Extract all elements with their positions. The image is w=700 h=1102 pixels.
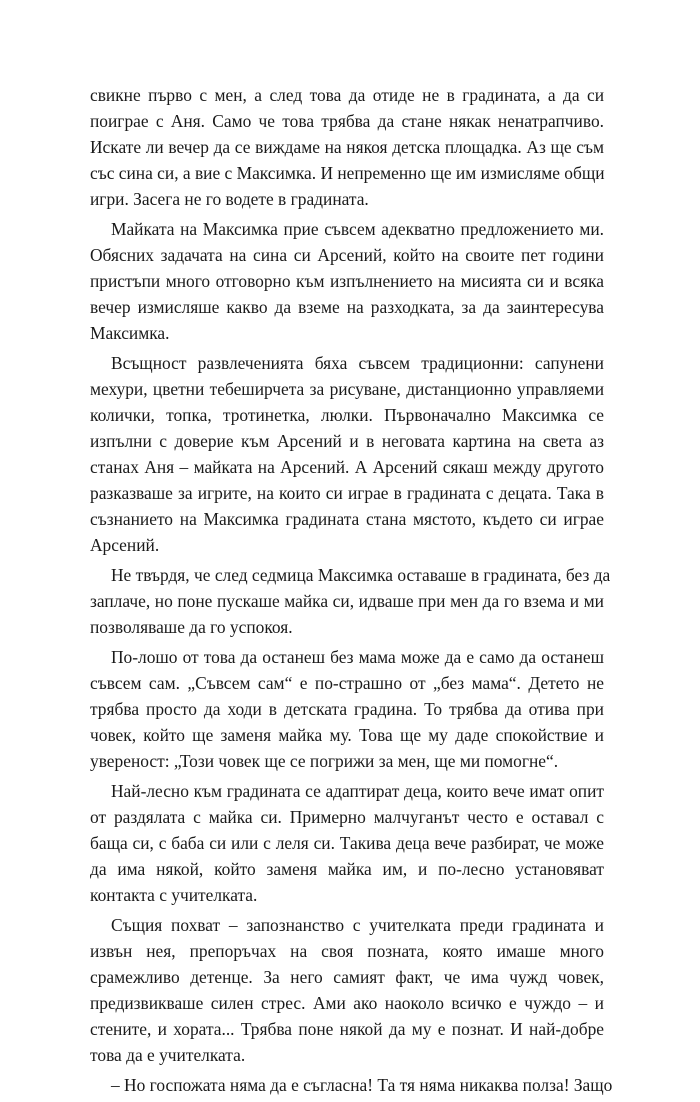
- text-line: свикне първо с мен, а след това да отиде не в градината, а да си: [90, 85, 604, 105]
- paragraph: [90, 644, 604, 774]
- text-line: Всъщност развлеченията бяха съвсем традиционни: сапунени: [111, 353, 604, 373]
- body-text: [90, 82, 613, 1102]
- paragraph: [90, 912, 604, 1068]
- text-line: контакта с учителката.: [90, 885, 258, 905]
- text-line: станах Аня – майката на Арсений. А Арсений сякаш между другото: [90, 457, 604, 477]
- text-line: предизвикваше силен стрес. Ами ако наоколо всичко е чуждо – и: [90, 993, 604, 1013]
- text-line: мехури, цветни тебеширчета за рисуване, дистанционно управляеми: [90, 379, 604, 399]
- text-line: съвсем сам. „Съвсем сам“ е по-страшно от „без мама“. Детето не: [90, 673, 604, 693]
- paragraph: [90, 778, 604, 908]
- text-line: разказваше за игрите, на които си играе в градината с децата. Така в: [90, 483, 604, 503]
- text-line: пристъпи много отговорно към изпълнението на мисията си и всяка: [90, 271, 604, 291]
- text-line: човек, който ще заменя майка му. Това ще му даде спокойствие и: [90, 725, 604, 745]
- text-line: Същия похват – запознанство с учителката преди градината и: [111, 915, 604, 935]
- paragraph: [90, 1072, 613, 1098]
- text-line: Майката на Максимка прие съвсем адекватно предложението ми.: [111, 219, 604, 239]
- text-line: изпълни с доверие към Арсений и в неговата картина на света аз: [90, 431, 604, 451]
- text-line: срамежливо детенце. За него самият факт, че има чужд човек,: [90, 967, 604, 987]
- text-line: позволяваше да го успокоя.: [90, 617, 293, 637]
- text-line: По-лошо от това да останеш без мама може да е само да останеш: [111, 647, 604, 667]
- text-line: колички, топка, тротинетка, люлки. Първоначално Максимка се: [90, 405, 604, 425]
- text-line: със сина си, а вие с Максимка. И непременно ще им измисляме общи: [90, 163, 605, 183]
- text-line: Най-лесно към градината се адаптират деца, които вече имат опит: [111, 781, 604, 801]
- text-line: поиграе с Аня. Само че това трябва да стане някак ненатрапчиво.: [90, 111, 604, 131]
- text-line: трябва просто да ходи в детската градина. То трябва да отива при: [90, 699, 604, 719]
- text-line: съзнанието на Максимка градината стана мястото, където си играе: [90, 509, 604, 529]
- paragraph: [90, 562, 611, 640]
- text-line: това да е учителката.: [90, 1045, 246, 1065]
- paragraph: [90, 82, 604, 212]
- text-line: Арсений.: [90, 535, 160, 555]
- text-line: Обясних задачата на сина си Арсений, който на своите пет години: [90, 245, 604, 265]
- text-line: – Но госпожата няма да е съгласна! Та тя няма никаква полза! Защо: [111, 1075, 613, 1095]
- text-line: игри. Засега не го водете в градината.: [90, 189, 369, 209]
- text-line: извън нея, препоръчах на своя позната, която имаше много: [90, 941, 604, 961]
- text-line: заплаче, но поне пускаше майка си, идваше при мен да го взема и ми: [90, 591, 604, 611]
- paragraph: [90, 216, 604, 346]
- text-line: Искате ли вечер да се виждаме на някоя детска площадка. Аз ще съм: [90, 137, 604, 157]
- text-line: увереност: „Този човек ще се погрижи за мен, ще ми помогне“.: [90, 751, 559, 771]
- paragraph: [90, 350, 604, 558]
- text-line: Максимка.: [90, 323, 170, 343]
- text-line: вечер измисляше какво да вземе на разходката, за да заинтересува: [90, 297, 604, 317]
- text-line: баща си, с баба си или с леля си. Такива деца вече разбират, че може: [90, 833, 604, 853]
- text-line: да има някой, който заменя майка им, и по-лесно установяват: [90, 859, 604, 879]
- text-line: от раздялата с майка си. Примерно малчуганът често е оставал с: [90, 807, 604, 827]
- text-line: стените, и хората... Трябва поне някой да му е познат. И най-добре: [90, 1019, 604, 1039]
- text-line: Не твърдя, че след седмица Максимка оставаше в градината, без да: [111, 565, 611, 585]
